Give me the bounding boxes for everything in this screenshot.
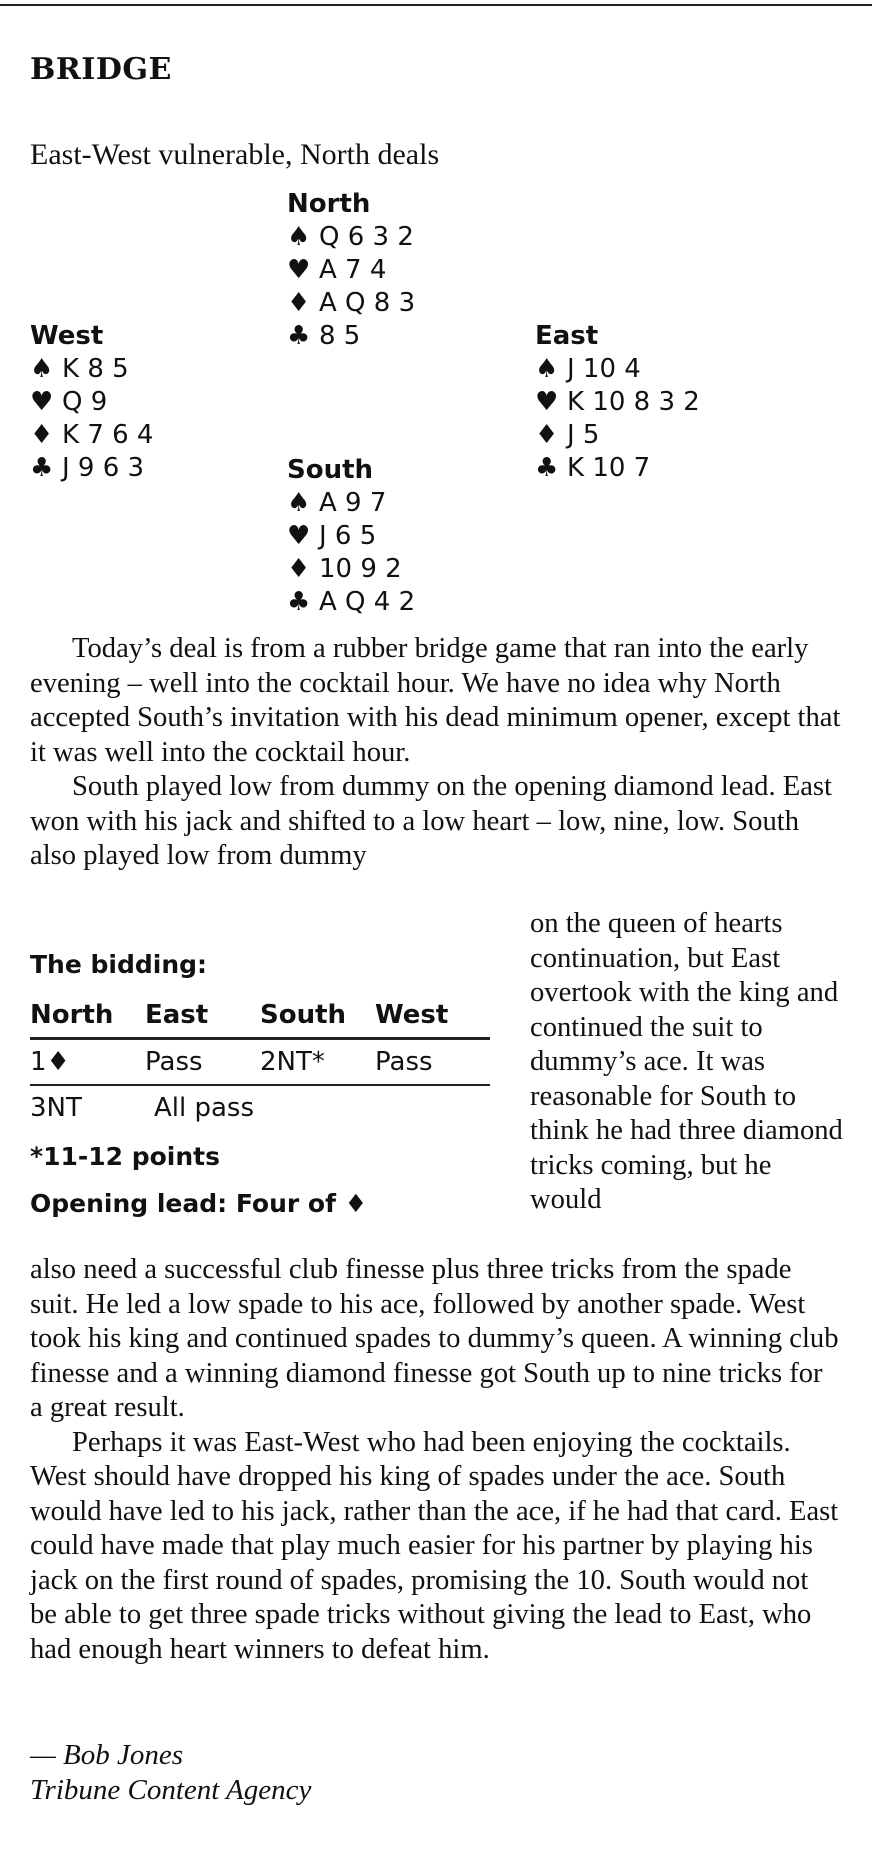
article-body-side	[530, 907, 850, 1218]
bidding-col-west: West	[375, 1000, 449, 1030]
bidding-note: *11-12 points	[30, 1142, 221, 1171]
bidding-col-east: East	[145, 1000, 209, 1030]
east-spades: J 10 4	[567, 354, 641, 384]
south-diamonds: 10 9 2	[319, 554, 402, 584]
bid-north-1: 1♦	[30, 1047, 70, 1077]
west-spades: K 8 5	[62, 354, 129, 384]
spade-icon: ♠	[287, 488, 311, 518]
diamond-icon: ♦	[287, 288, 311, 318]
bidding-row-1	[30, 1040, 490, 1086]
hand-east-name: East	[535, 321, 599, 351]
paragraph-2-end: also need a successful club finesse plus three tricks from the spade suit. He led a low spade to his ace, followed by another spade. West took his king and continued spades to dummy’s queen. A winning club finesse and a winning diamond finesse got South up to nine tricks for a great result.	[30, 1254, 839, 1423]
diamond-icon: ♦	[535, 420, 559, 450]
north-clubs: 8 5	[319, 321, 361, 351]
north-hearts: A 7 4	[319, 255, 387, 285]
diamond-icon: ♦	[287, 554, 311, 584]
heart-icon: ♥	[287, 521, 311, 551]
club-icon: ♣	[535, 453, 559, 483]
hand-west	[30, 320, 153, 485]
bidding-heading: The bidding:	[30, 950, 208, 979]
heart-icon: ♥	[30, 387, 54, 417]
east-clubs: K 10 7	[567, 453, 651, 483]
hand-south	[287, 454, 415, 619]
hand-east	[535, 320, 700, 485]
west-diamonds: K 7 6 4	[62, 420, 154, 450]
paragraph-2-start: South played low from dummy on the opening diamond lead. East won with his jack and shifted to a low heart – low, nine, low. South also played low from dummy	[30, 771, 832, 871]
hand-south-name: South	[287, 455, 374, 485]
article-body-bottom	[30, 1253, 842, 1667]
spade-icon: ♠	[287, 222, 311, 252]
south-clubs: A Q 4 2	[319, 587, 416, 617]
west-hearts: Q 9	[62, 387, 108, 417]
west-clubs: J 9 6 3	[62, 453, 145, 483]
hand-north	[287, 188, 415, 353]
byline	[30, 1738, 311, 1808]
bid-north-2: 3NT	[30, 1093, 82, 1123]
south-spades: A 9 7	[319, 488, 387, 518]
paragraph-1: Today’s deal is from a rubber bridge game that ran into the early evening – well into the cocktail hour. We have no idea why North accepted South’s invitation with his dead minimum opener, except that it was well into the cocktail hour.	[30, 633, 841, 768]
bidding-col-south: South	[260, 1000, 347, 1030]
opening-lead: Opening lead: Four of ♦	[30, 1189, 368, 1218]
bid-west-1: Pass	[375, 1047, 433, 1077]
spade-icon: ♠	[535, 354, 559, 384]
byline-agency: Tribune Content Agency	[30, 1774, 312, 1806]
diamond-icon: ♦	[30, 420, 54, 450]
top-rule	[0, 4, 872, 6]
column-title: BRIDGE	[30, 52, 172, 87]
bid-east-2: All pass	[154, 1093, 255, 1123]
club-icon: ♣	[287, 321, 311, 351]
bidding-col-north: North	[30, 1000, 114, 1030]
east-hearts: K 10 8 3 2	[567, 387, 700, 417]
north-diamonds: A Q 8 3	[319, 288, 416, 318]
bid-south-1: 2NT*	[260, 1047, 325, 1077]
bidding-header-row	[30, 993, 490, 1040]
hand-west-name: West	[30, 321, 104, 351]
bidding-row-2	[30, 1086, 490, 1130]
article-body-top	[30, 632, 842, 874]
heart-icon: ♥	[535, 387, 559, 417]
club-icon: ♣	[30, 453, 54, 483]
north-spades: Q 6 3 2	[319, 222, 414, 252]
byline-author: — Bob Jones	[30, 1739, 184, 1771]
bid-east-1: Pass	[145, 1047, 203, 1077]
spade-icon: ♠	[30, 354, 54, 384]
paragraph-3: Perhaps it was East-West who had been enjoying the cocktails. West should have dropped his king of spades under the ace. South would have led to his jack, rather than the ace, if he had that card. East could have made that play much easier for his partner by playing his jack on the first round of spades, promising the 10. South would not be able to get three spade tricks without giving the lead to East, who had enough heart winners to defeat him.	[30, 1426, 839, 1665]
south-hearts: J 6 5	[319, 521, 377, 551]
paragraph-2-middle: on the queen of hearts continuation, but East overtook with the king and continued the suit to dummy’s ace. It was reasonable for South to think he had three diamond tricks coming, but he would	[530, 908, 843, 1215]
east-diamonds: J 5	[567, 420, 600, 450]
deal-conditions: East-West vulnerable, North deals	[30, 138, 440, 171]
club-icon: ♣	[287, 587, 311, 617]
heart-icon: ♥	[287, 255, 311, 285]
bidding-box	[30, 950, 490, 1218]
hand-north-name: North	[287, 189, 371, 219]
